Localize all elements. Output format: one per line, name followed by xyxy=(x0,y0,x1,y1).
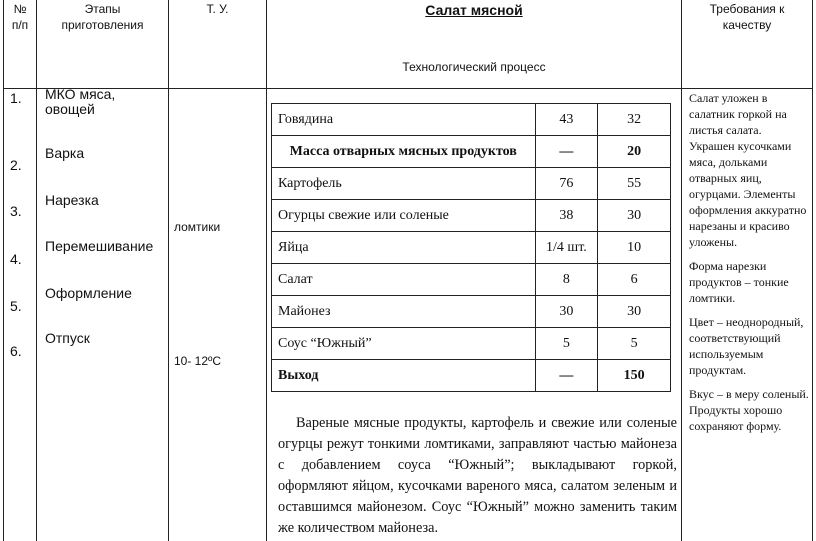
tu-temperature: 10- 12ºС xyxy=(174,354,222,368)
tu-slices: ломтики xyxy=(174,220,221,234)
quality-item: Вкус – в меру соленый. Продукты хорошо сохраняют форму. xyxy=(689,387,809,433)
ingredient-net: 150 xyxy=(598,360,671,392)
stage-item: Перемешивание xyxy=(45,238,154,254)
table-row xyxy=(272,232,671,264)
ingredient-gross: 1/4 шт. xyxy=(535,232,598,264)
ingredient-net: 10 xyxy=(598,232,671,264)
ingredient-name: Масса отварных мясных продуктов xyxy=(272,136,536,168)
page-subtitle: Технологический процесс xyxy=(402,60,546,74)
ingredient-gross: 76 xyxy=(535,168,598,200)
row-number: 5. xyxy=(10,298,22,314)
table-row xyxy=(272,136,671,168)
table-row xyxy=(272,200,671,232)
quality-item: Салат уложен в салатник горкой на листья салата. Украшен кусочками мяса, дольками отварных яиц, огурцами. Элементы оформления аккуратно нарезаны и красиво уложены. xyxy=(689,91,807,249)
process-description: Вареные мясные продукты, картофель и свежие или соленые огурцы режут тонкими ломтиками, заправляют частью майонеза с добавлением соуса “Южный”; выкладывают горкой, оформляют яйцом, кусочками вареного мяса, салатом зеленым и оставшимся майонезом. Соус “Южный” можно заменить таким же количеством майонеза. xyxy=(278,415,677,536)
row-number: 1. xyxy=(10,90,22,106)
row-number: 6. xyxy=(10,343,22,359)
quality-requirements xyxy=(689,90,809,442)
stage-item: МКО мяса, овощей xyxy=(45,86,116,117)
header-tu: Т. У. xyxy=(206,2,229,16)
ingredient-net: 30 xyxy=(598,200,671,232)
ingredient-name: Выход xyxy=(272,360,536,392)
ingredient-net: 30 xyxy=(598,296,671,328)
grid-line xyxy=(812,0,813,541)
ingredient-name: Яйца xyxy=(272,232,536,264)
stage-item: Отпуск xyxy=(45,330,90,346)
ingredient-name: Огурцы свежие или соленые xyxy=(272,200,536,232)
ingredient-net: 6 xyxy=(598,264,671,296)
quality-item: Форма нарезки продуктов – тонкие ломтики. xyxy=(689,259,789,305)
ingredient-gross: 43 xyxy=(535,104,598,136)
ingredient-net: 20 xyxy=(598,136,671,168)
table-row xyxy=(272,296,671,328)
row-number: 2. xyxy=(10,157,22,173)
grid-line xyxy=(36,0,37,541)
row-number: 3. xyxy=(10,203,22,219)
table-row xyxy=(272,328,671,360)
ingredient-net: 5 xyxy=(598,328,671,360)
stage-item: Оформление xyxy=(45,285,132,301)
ingredients-table xyxy=(271,103,671,392)
quality-item: Цвет – неоднородный, соответствующий используемым продуктам. xyxy=(689,315,804,377)
grid-line xyxy=(266,0,267,541)
ingredient-name: Говядина xyxy=(272,104,536,136)
table-row xyxy=(272,264,671,296)
header-stages: Этапы приготовления xyxy=(61,2,144,32)
table-row xyxy=(272,168,671,200)
grid-line xyxy=(681,0,682,541)
ingredient-name: Салат xyxy=(272,264,536,296)
ingredient-net: 55 xyxy=(598,168,671,200)
ingredient-net: 32 xyxy=(598,104,671,136)
ingredient-gross: — xyxy=(535,360,598,392)
ingredient-gross: 8 xyxy=(535,264,598,296)
grid-line xyxy=(3,0,4,541)
header-quality: Требования к качеству xyxy=(709,2,785,32)
header-num: № п/п xyxy=(11,2,29,32)
table-row xyxy=(272,360,671,392)
grid-line xyxy=(168,0,169,541)
ingredient-name: Картофель xyxy=(272,168,536,200)
ingredient-gross: 30 xyxy=(535,296,598,328)
row-number: 4. xyxy=(10,251,22,267)
stage-item: Нарезка xyxy=(45,192,99,208)
ingredient-name: Майонез xyxy=(272,296,536,328)
ingredient-gross: 5 xyxy=(535,328,598,360)
page-title: Салат мясной xyxy=(425,2,523,18)
stage-item: Варка xyxy=(45,145,85,161)
grid-line xyxy=(3,88,813,89)
table-row xyxy=(272,104,671,136)
ingredient-gross: 38 xyxy=(535,200,598,232)
ingredient-name: Соус “Южный” xyxy=(272,328,536,360)
ingredient-gross: — xyxy=(535,136,598,168)
